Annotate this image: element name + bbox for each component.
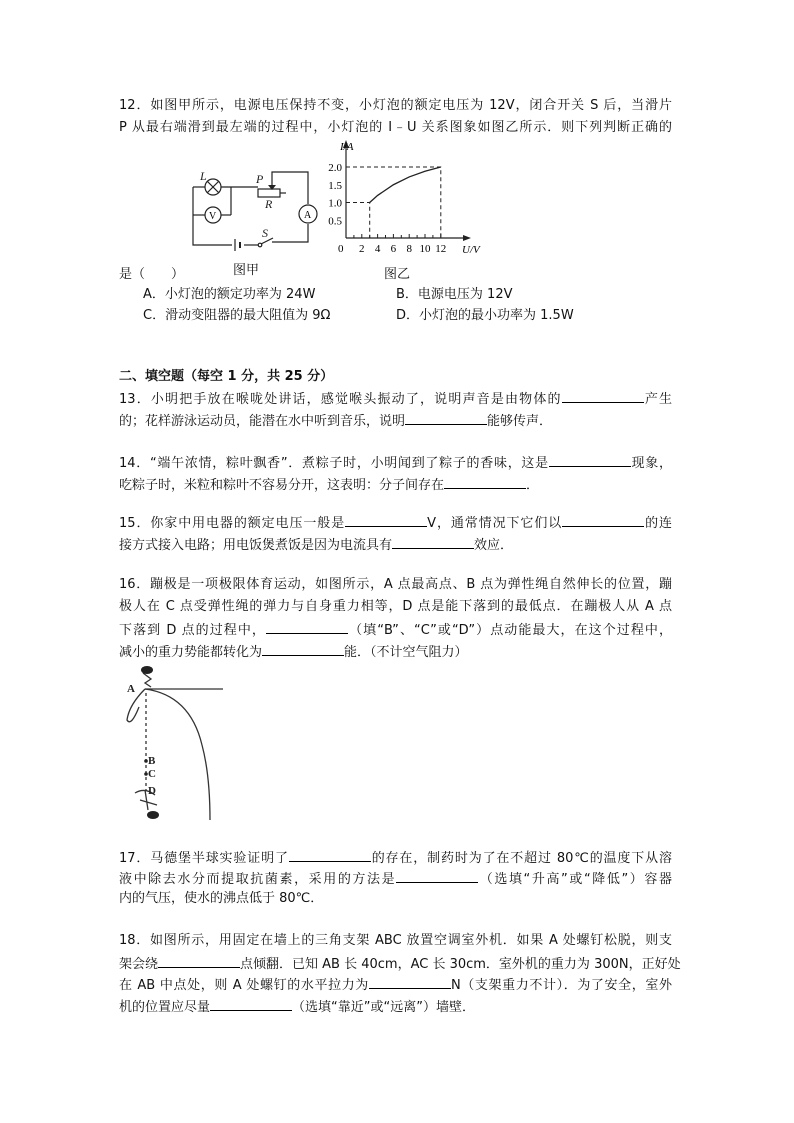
question-text: （选填“靠近”或“远离”）墙壁． — [292, 999, 475, 1015]
answer-blank[interactable] — [562, 513, 644, 527]
answer-blank[interactable] — [562, 389, 644, 403]
q16-line-2 — [119, 598, 672, 616]
q16-line-4 — [119, 642, 672, 662]
ammeter-label: A — [304, 210, 312, 221]
question-text: （填“B”、“C”或“D”）点动能最大，在这个过程中， — [348, 623, 672, 638]
x-axis-label: U/V — [462, 244, 480, 256]
q12-line-2: P 从最右端滑到最左端的过程中，小灯泡的 I﹣U 关系图象如图乙所示．则下列判断正确的 — [119, 120, 672, 135]
question-text: 机的位置应尽量 — [119, 999, 211, 1015]
question-text: 16．蹦极是一项极限体育运动，如图所示，A 点最高点、B 点为弹性绳自然伸长的位置，蹦 — [119, 577, 672, 592]
question-text: 下落到 D 点的过程中， — [119, 623, 267, 638]
question-text: ． — [526, 478, 540, 493]
q13-line-1 — [119, 389, 672, 409]
question-text: 17．马德堡半球实验证明了 — [119, 851, 289, 866]
question-text: 内的气压，使水的沸点低于 80℃． — [119, 891, 324, 906]
answer-blank[interactable] — [289, 848, 371, 862]
option-c: C．滑动变阻器的最大阻值为 9Ω — [143, 308, 331, 323]
question-text: 极人在 C 点受弹性绳的弹力与自身重力相等，D 点是能下落到的最低点．在蹦极人从 A 点 — [119, 599, 672, 614]
x-axis-arrow-icon — [463, 235, 471, 241]
answer-blank[interactable] — [549, 453, 631, 467]
question-text: 的存在，制药时为了在不超过 80℃的温度下从溶 — [370, 851, 672, 866]
question-text: 14．“端午浓情，粽叶飘香”．煮粽子时，小明闻到了粽子的香味，这是 — [119, 456, 549, 471]
point-b-label: B — [148, 755, 156, 767]
answer-blank[interactable] — [345, 513, 427, 527]
q15-line-2 — [119, 535, 672, 555]
graph-caption: 图乙 — [384, 267, 411, 282]
y-tick-label: 1.0 — [328, 197, 342, 210]
q18-line-4 — [119, 997, 672, 1017]
answer-blank[interactable] — [262, 642, 344, 656]
q17-line-3 — [119, 890, 672, 908]
label-P: P — [256, 172, 264, 186]
question-text: 接方式接入电路；用电饭煲煮饭是因为电流具有 — [119, 538, 393, 553]
point-d-label: D — [148, 785, 156, 797]
q14-line-2 — [119, 475, 672, 495]
circuit-caption: 图甲 — [233, 263, 260, 278]
q13-line-2 — [119, 411, 672, 431]
guide-line-min — [346, 203, 370, 239]
option-a: A．小灯泡的额定功率为 24W — [143, 287, 316, 302]
question-text: 18．如图所示，用固定在墙上的三角支架 ABC 放置空调室外机．如果 A 处螺钉松脱，则支 — [119, 933, 672, 948]
question-text: 效应． — [474, 538, 514, 553]
label-L: L — [200, 169, 207, 183]
question-text: 吃粽子时，米粒和粽叶不容易分开，这表明：分子间存在 — [119, 478, 445, 493]
label-S: S — [262, 226, 268, 240]
q15-line-1 — [119, 513, 672, 533]
x-tick-label: 12 — [435, 243, 447, 255]
x-tick-label: 4 — [374, 243, 381, 255]
q16-line-1 — [119, 576, 672, 594]
x-tick-label: 10 — [419, 243, 431, 255]
voltmeter-label: V — [209, 211, 217, 222]
question-text: 在 AB 中点处，则 A 处螺钉的水平拉力为 — [119, 978, 369, 993]
x-tick-label: 8 — [406, 243, 412, 255]
option-b: B．电源电压为 12V — [396, 287, 513, 302]
question-text: V，通常情况下它们以 — [427, 516, 563, 531]
circuit-diagram — [180, 160, 330, 260]
q12-line-1: 12．如图甲所示，电源电压保持不变，小灯泡的额定电压为 12V，闭合开关 S 后，当滑片 — [119, 98, 672, 113]
q12-line-3: 是（ ） — [119, 267, 185, 282]
question-text: 的；花样游泳运动员，能潜在水中听到音乐，说明 — [119, 414, 406, 429]
question-text: N（支架重力不计）．为了安全，室外 — [450, 978, 673, 993]
question-text: 减小的重力势能都转化为 — [119, 645, 263, 660]
answer-blank[interactable] — [158, 954, 240, 968]
q18-line-3 — [119, 975, 672, 995]
point-c-label: C — [148, 768, 156, 780]
question-text: 点倾翻．已知 AB 长 40cm，AC 长 30cm．室外机的重力为 300N，正好处 — [240, 956, 681, 972]
q14-line-1 — [119, 453, 672, 473]
y-tick-label: 0.5 — [328, 215, 342, 228]
question-text: 15．你家中用电器的额定电压一般是 — [119, 516, 346, 531]
x-tick-label: 2 — [359, 243, 365, 255]
question-text: 液中除去水分而提取抗菌素，采用的方法是 — [119, 872, 397, 887]
section-2-title: 二、填空题（每空 1 分，共 25 分） — [119, 369, 334, 384]
q18-line-1 — [119, 932, 672, 950]
y-tick-label: 2.0 — [328, 162, 342, 174]
question-text: 产生 — [643, 392, 672, 407]
question-text: （选填“升高”或“降低”）容器 — [478, 872, 672, 887]
question-text: 13．小明把手放在喉咙处讲话，感觉喉头振动了，说明声音是由物体的 — [119, 392, 562, 407]
q17-line-1 — [119, 848, 672, 868]
question-text: 能．（不计空气阻力） — [344, 645, 468, 660]
answer-blank[interactable] — [396, 869, 478, 883]
question-text: 架会绕 — [119, 956, 159, 972]
answer-blank[interactable] — [392, 535, 474, 549]
x-tick-label: 6 — [390, 243, 397, 255]
point-a-label: A — [127, 683, 135, 695]
label-R: R — [265, 197, 273, 211]
question-text: 现象， — [630, 456, 672, 471]
q17-line-2 — [119, 869, 672, 889]
origin-label: 0 — [338, 243, 344, 255]
question-text: 能够传声． — [487, 414, 553, 429]
answer-blank[interactable] — [444, 475, 526, 489]
question-text: 的连 — [644, 516, 672, 531]
y-tick-label: 1.5 — [328, 179, 342, 192]
answer-blank[interactable] — [266, 620, 348, 634]
answer-blank[interactable] — [405, 411, 487, 425]
iu-curve — [370, 167, 441, 203]
option-d: D．小灯泡的最小功率为 1.5W — [396, 308, 574, 323]
iu-graph — [320, 136, 490, 261]
answer-blank[interactable] — [369, 975, 451, 989]
q18-line-2 — [119, 954, 681, 974]
answer-blank[interactable] — [210, 997, 292, 1011]
y-axis-label: I/A — [340, 141, 354, 153]
bungee-figure — [115, 665, 225, 825]
q16-line-3 — [119, 620, 672, 640]
